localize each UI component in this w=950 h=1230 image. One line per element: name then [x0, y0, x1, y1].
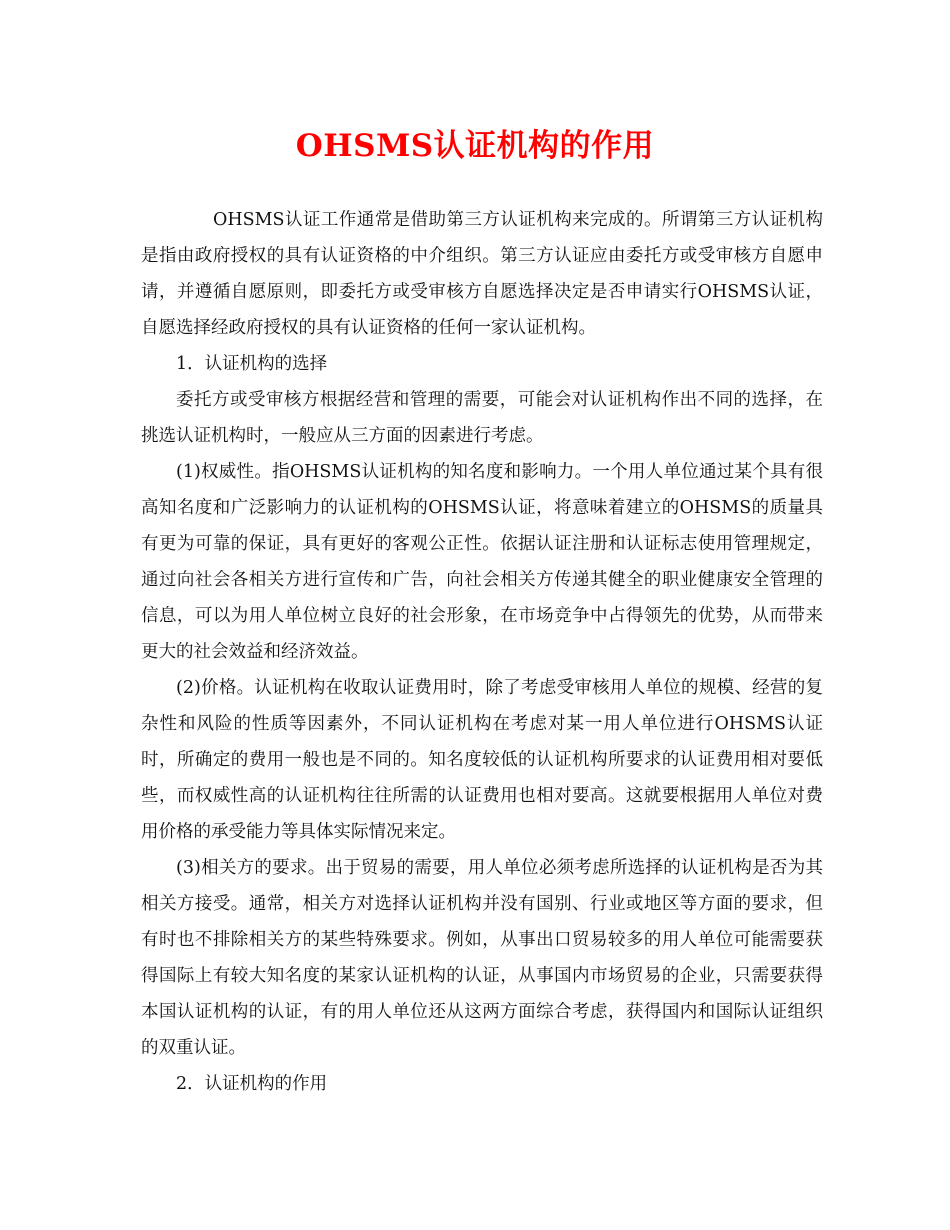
section-heading-selection: 1．认证机构的选择	[176, 354, 328, 374]
page-title: OHSMS认证机构的作用	[295, 128, 655, 164]
intro-paragraph: OHSMS认证工作通常是借助第三方认证机构来完成的。所谓第三方认证机构是指由政府授权的具有认证资格的中介组织。第三方认证应由委托方或受审核方自愿申请，并遵循自愿原则，即委托方或受审核方自愿选择决定是否申请实行OHSMS认证，自愿选择经政府授权的具有认证资格的任何一家认证机构。	[141, 210, 823, 338]
section-heading-role: 2．认证机构的作用	[176, 1074, 328, 1094]
selection-intro-paragraph: 委托方或受审核方根据经营和管理的需要，可能会对认证机构作出不同的选择，在挑选认证机构时，一般应从三方面的因素进行考虑。	[141, 390, 823, 446]
authority-paragraph: (1)权威性。指OHSMS认证机构的知名度和影响力。一个用人单位通过某个具有很高知名度和广泛影响力的认证机构的OHSMS认证，将意味着建立的OHSMS的质量具有更为可靠的保证，具有更好的客观公正性。依据认证注册和认证标志使用管理规定，通过向社会各相关方进行宣传和广告，向社会相关方传递其健全的职业健康安全管理的信息，可以为用人单位树立良好的社会形象，在市场竞争中占得领先的优势，从而带来更大的社会效益和经济效益。	[141, 462, 823, 662]
price-paragraph: (2)价格。认证机构在收取认证费用时，除了考虑受审核用人单位的规模、经营的复杂性和风险的性质等因素外，不同认证机构在考虑对某一用人单位进行OHSMS认证时，所确定的费用一般也是不同的。知名度较低的认证机构所要求的认证费用相对要低些，而权威性高的认证机构往往所需的认证费用也相对要高。这就要根据用人单位对费用价格的承受能力等具体实际情况来定。	[141, 678, 823, 842]
stakeholder-requirements-paragraph: (3)相关方的要求。出于贸易的需要，用人单位必须考虑所选择的认证机构是否为其相关方接受。通常，相关方对选择认证机构并没有国别、行业或地区等方面的要求，但有时也不排除相关方的某些特殊要求。例如，从事出口贸易较多的用人单位可能需要获得国际上有较大知名度的某家认证机构的认证，从事国内市场贸易的企业，只需要获得本国认证机构的认证，有的用人单位还从这两方面综合考虑，获得国内和国际认证组织的双重认证。	[141, 858, 823, 1058]
document-body	[141, 202, 823, 1102]
